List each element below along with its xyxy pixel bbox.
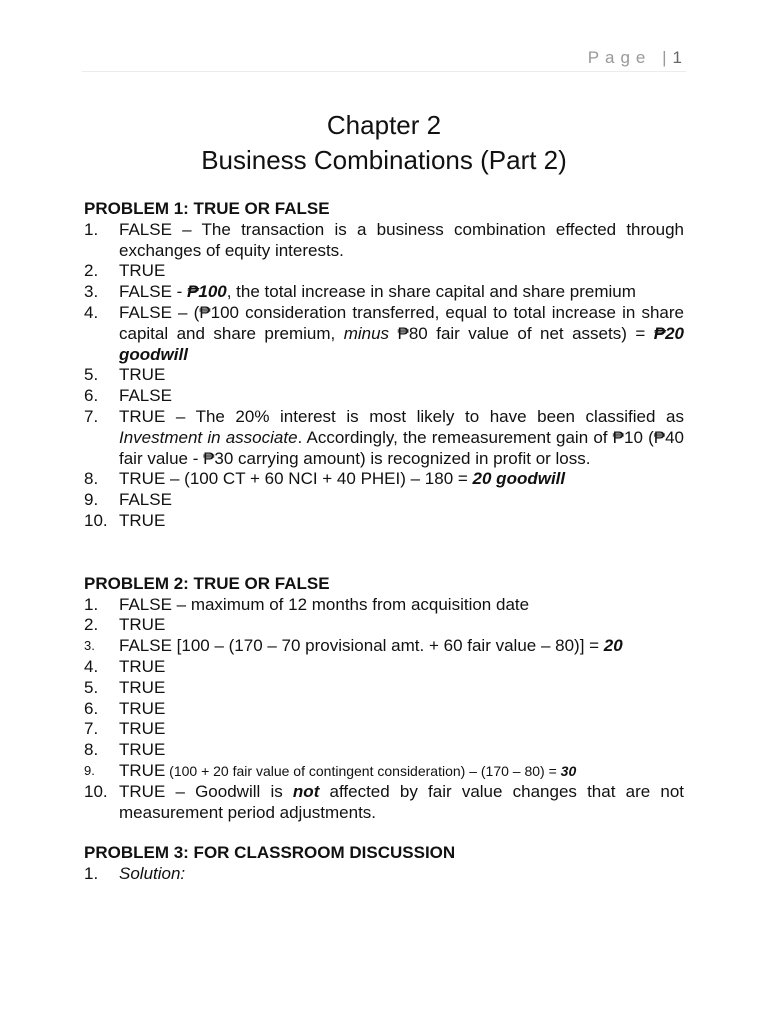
list-item: 3. FALSE [100 – (170 – 70 provisional amt. + 60 fair value – 80)] = 20 — [84, 636, 623, 656]
list-item: 3. FALSE - ₱100, the total increase in share capital and share premium — [84, 282, 636, 302]
problem3-list — [84, 864, 684, 885]
list-item: 4. FALSE – (₱100 consideration transferred, equal to total increase in share capital and share premium, minus ₱80 fair value of net assets) = ₱20 goodwill — [84, 302, 684, 364]
chapter-subtitle: Business Combinations (Part 2) — [201, 145, 567, 175]
list-item: 1. Solution: — [84, 864, 186, 884]
page-header — [588, 48, 682, 68]
list-item: 8. TRUE — [84, 740, 166, 760]
problem1-list — [84, 220, 684, 532]
list-item: 1. FALSE – maximum of 12 months from acquisition date — [84, 594, 530, 614]
list-item: 7. TRUE – The 20% interest is most likely to have been classified as Investment in associate. Accordingly, the remeasurement gain of ₱10 (₱40 fair value - ₱30 carrying amount) is recognized in profit or loss. — [84, 406, 684, 468]
page-number: 1 — [672, 48, 682, 67]
list-item: 8. TRUE – (100 CT + 60 NCI + 40 PHEI) – 180 = 20 goodwill — [84, 469, 566, 489]
list-item: 7. TRUE — [84, 719, 166, 739]
document-body — [84, 199, 684, 885]
list-item: 2. TRUE — [84, 615, 166, 635]
title-block — [0, 108, 768, 178]
list-item: 4. TRUE — [84, 656, 166, 676]
problem2-heading: PROBLEM 2: TRUE OR FALSE — [84, 573, 330, 593]
page-label: Page | — [587, 48, 673, 67]
list-item: 9. FALSE — [84, 490, 172, 510]
list-item: 5. TRUE — [84, 677, 166, 697]
problem1-heading: PROBLEM 1: TRUE OR FALSE — [84, 199, 330, 218]
list-item: 9. TRUE (100 + 20 fair value of contingent consideration) – (170 – 80) = 30 — [84, 760, 577, 780]
list-item: 2. TRUE — [84, 261, 166, 281]
list-item: 6. FALSE — [84, 386, 172, 406]
list-item: 10. TRUE — [84, 510, 166, 530]
list-item: 6. TRUE — [84, 698, 166, 718]
problem3-heading: PROBLEM 3: FOR CLASSROOM DISCUSSION — [84, 843, 456, 863]
header-divider — [82, 71, 686, 72]
list-item: 1. FALSE – The transaction is a business combination effected through exchanges of equity interests. — [84, 219, 684, 260]
problem2-list — [84, 595, 684, 824]
list-item: 10. TRUE – Goodwill is not affected by fair value changes that are not measurement period adjustments. — [84, 781, 684, 822]
list-item: 5. TRUE — [84, 365, 166, 385]
chapter-title: Chapter 2 — [326, 110, 442, 140]
